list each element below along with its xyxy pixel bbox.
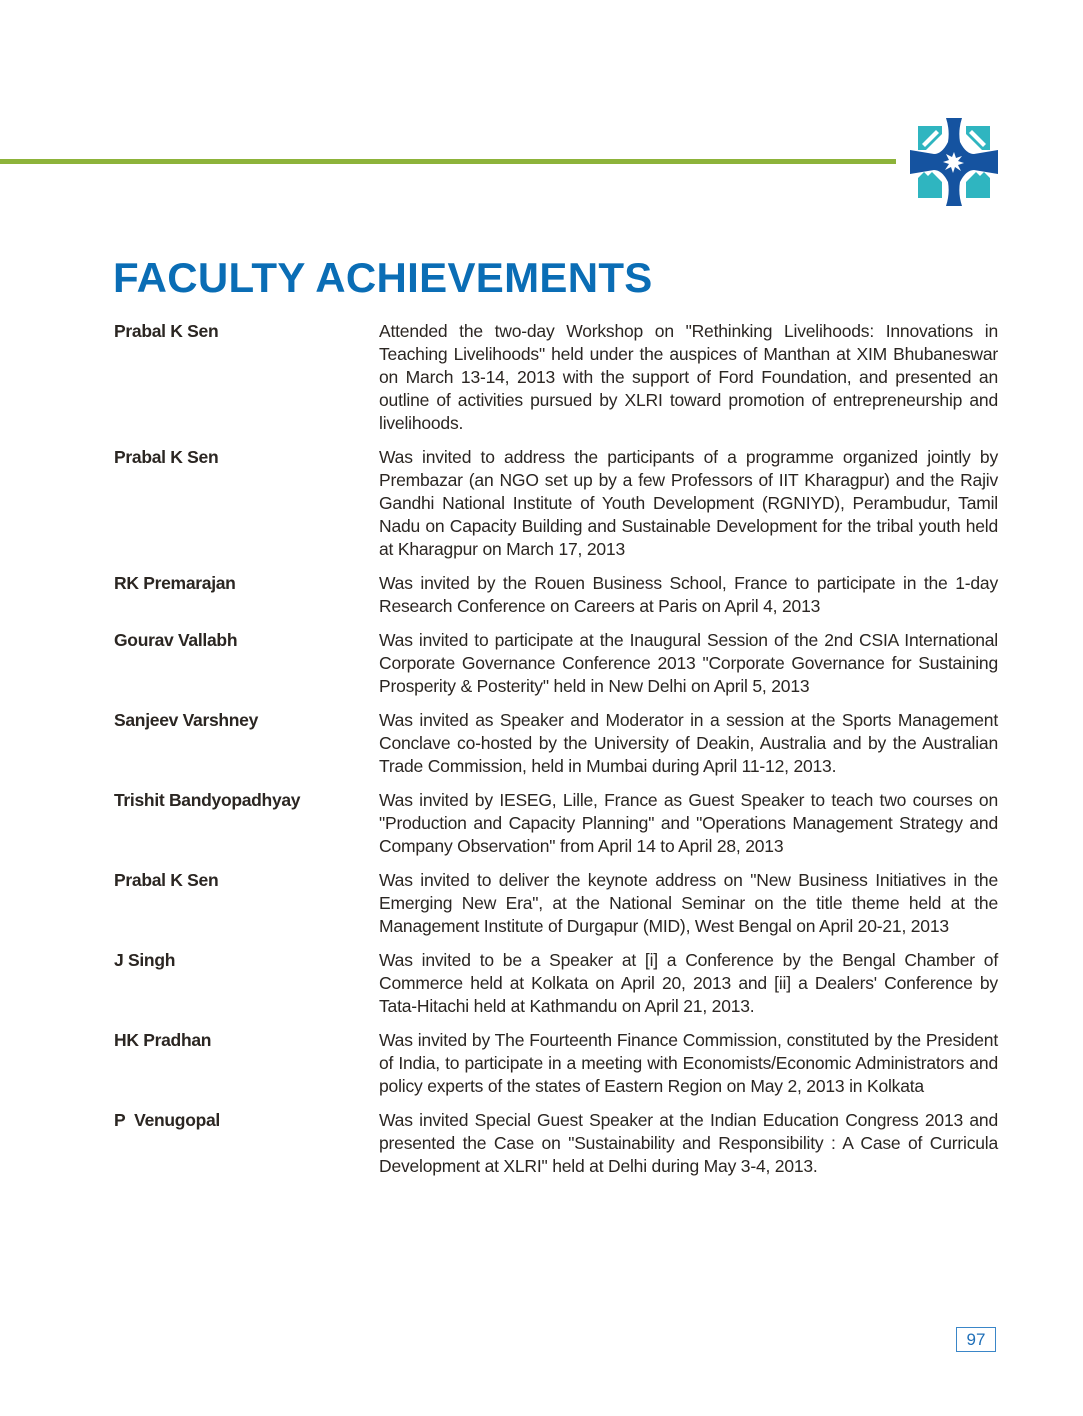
page-number: 97: [956, 1327, 996, 1352]
faculty-name: Prabal K Sen: [114, 447, 219, 467]
faculty-name: RK Premarajan: [114, 573, 236, 593]
cross-star-emblem-icon: [908, 116, 1000, 208]
achievement-entry: [114, 949, 998, 1018]
achievement-entry: [114, 1109, 998, 1178]
faculty-name: Sanjeev Varshney: [114, 710, 259, 730]
faculty-name: Gourav Vallabh: [114, 630, 238, 650]
achievement-entry: [114, 446, 998, 561]
achievement-entry: [114, 629, 998, 698]
achievement-description: Was invited to address the participants of a programme organized jointly by Prembazar (an NGO set up by a few Professors of IIT Kharagpur) and the Rajiv Gandhi National Institute of Youth Development (RGNIYD), Perambudur, Tamil Nadu on Capacity Building and Sustainable Development for the tribal youth held at Kharagpur on March 17, 2013: [379, 447, 998, 559]
faculty-name: P Venugopal: [114, 1110, 220, 1130]
achievement-description: Was invited Special Guest Speaker at the Indian Education Congress 2013 and presented the Case on "Sustainability and Responsibility : A Case of Curricula Development at XLRI" held at Delhi during May 3-4, 2013.: [379, 1110, 998, 1176]
achievement-description: Was invited to deliver the keynote address on "New Business Initiatives in the Emerging New Era", at the National Seminar on the title theme held at the Management Institute of Durgapur (MID), West Bengal on April 20-21, 2013: [379, 870, 998, 936]
achievement-entry: [114, 709, 998, 778]
faculty-name: Prabal K Sen: [114, 870, 219, 890]
achievement-description: Was invited by the Rouen Business School, France to participate in the 1-day Research Conference on Careers at Paris on April 4, 2013: [379, 573, 998, 616]
header-rule: [0, 159, 896, 164]
page-title: FACULTY ACHIEVEMENTS: [113, 254, 653, 301]
achievement-description: Was invited to participate at the Inaugural Session of the 2nd CSIA International Corporate Governance Conference 2013 "Corporate Governance for Sustaining Prosperity & Posterity" held in New Delhi on April 5, 2013: [379, 630, 998, 696]
achievement-entry: [114, 1029, 998, 1098]
achievement-description: Was invited as Speaker and Moderator in a session at the Sports Management Conclave co-hosted by the University of Deakin, Australia and by the Australian Trade Commission, held in Mumbai during April 11-12, 2013.: [379, 710, 998, 776]
achievement-description: Attended the two-day Workshop on "Rethinking Livelihoods: Innovations in Teaching Livelihoods" held under the auspices of Manthan at XIM Bhubaneswar on March 13-14, 2013 with the support of Ford Foundation, and presented an outline of activities pursued by XLRI toward promotion of entrepreneurship and livelihoods.: [379, 321, 998, 433]
achievement-entry: [114, 572, 998, 618]
achievement-description: Was invited to be a Speaker at [i] a Conference by the Bengal Chamber of Commerce held at Kolkata on April 20, 2013 and [ii] a Dealers' Conference by Tata-Hitachi held at Kathmandu on April 21, 2013.: [379, 950, 998, 1016]
achievement-entry: [114, 869, 998, 938]
achievement-entry: [114, 320, 998, 435]
achievements-list: [114, 320, 998, 1189]
faculty-name: J Singh: [114, 950, 176, 970]
achievement-description: Was invited by The Fourteenth Finance Commission, constituted by the President of India, to participate in a meeting with Economists/Economic Administrators and policy experts of the states of Eastern Region on May 2, 2013 in Kolkata: [379, 1030, 998, 1096]
faculty-name: Prabal K Sen: [114, 321, 219, 341]
achievement-entry: [114, 789, 998, 858]
faculty-name: Trishit Bandyopadhyay: [114, 790, 301, 810]
achievement-description: Was invited by IESEG, Lille, France as Guest Speaker to teach two courses on "Production and Capacity Planning" and "Operations Management Strategy and Company Observation" from April 14 to April 28, 2013: [379, 790, 998, 856]
faculty-name: HK Pradhan: [114, 1030, 212, 1050]
